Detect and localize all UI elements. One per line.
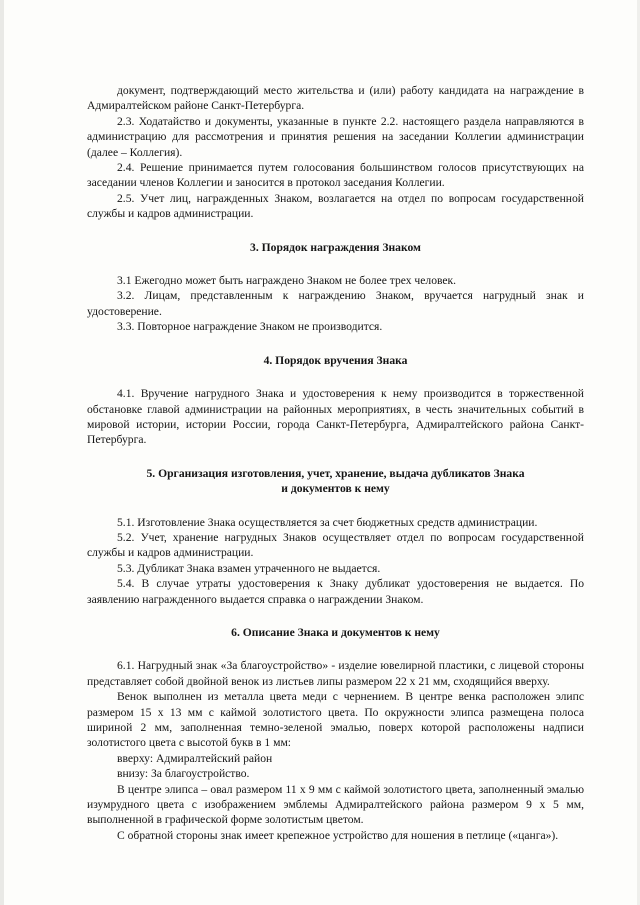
paragraph-5-2: 5.2. Учет, хранение нагрудных Знаков осуществляет отдел по вопросам государственной службы и кадров администрации. [87,530,584,560]
paragraph-6-reverse: С обратной стороны знак имеет крепежное устройство для ношения в петлице («цанга»). [117,828,559,842]
paragraph-3-1: 3.1 Ежегодно может быть награждено Знаком не более трех человек. [117,274,457,288]
inscription-top: вверху: Адмиралтейский район [117,751,273,765]
paragraph-2-5: 2.5. Учет лиц, награжденных Знаком, возлагается на отдел по вопросам государственной службы и кадров администрации. [87,191,584,221]
document-body [87,83,584,843]
paragraph-2-3: 2.3. Ходатайство и документы, указанные в пункте 2.2. настоящего раздела направляются в администрацию для рассмотрения и принятия решения на заседании Коллегии администрации (далее – Коллегия). [87,114,584,159]
paragraph-2-2-continuation: документ, подтверждающий место жительства и (или) работу кандидата на награждение в Адмиралтейском районе Санкт-Петербурга. [87,84,584,113]
paragraph-6-1: 6.1. Нагрудный знак «За благоустройство» - изделие ювелирной пластики, с лицевой стороны представляет собой двойной венок из листьев липы размером 22 х 21 мм, сходящийся вверху. [87,659,584,688]
paragraph-6-oval: В центре элипса – овал размером 11 х 9 мм с каймой золотистого цвета, заполненный эмалью изумрудного цвета с изображением эмблемы Адмиралтейского района размером 9 х 5 мм, выполненной в графической форме золотистым цветом. [87,782,584,827]
paragraph-5-4: 5.4. В случае утраты удостоверения к Знаку дубликат удостоверения не выдается. По заявлению награжденного выдается справка о награждении Знаком. [87,577,584,606]
section-4-heading: 4. Порядок вручения Знака [263,353,408,367]
section-5-heading-line2: и документов к нему [281,482,390,496]
inscription-bottom: внизу: За благоустройство. [117,767,250,781]
paragraph-3-3: 3.3. Повторное награждение Знаком не производится. [117,320,383,334]
paragraph-5-3: 5.3. Дубликат Знака взамен утраченного не выдается. [117,561,381,575]
section-6-heading: 6. Описание Знака и документов к нему [231,625,440,639]
paragraph-6-venok: Венок выполнен из металла цвета меди с чернением. В центре венка расположен элипс размером 15 х 13 мм с каймой золотистого цвета. По окружности элипса размещена полоса шириной 2 мм, заполненная темно-зеленой эмалью, поверх которой расположены надписи золотистого цвета с высотой букв в 1 мм: [87,690,584,750]
paragraph-5-1: 5.1. Изготовление Знака осуществляется за счет бюджетных средств администрации. [117,515,538,529]
paragraph-2-4: 2.4. Решение принимается путем голосования большинством голосов присутствующих на заседании членов Коллегии и заносится в протокол заседания Коллегии. [87,161,584,190]
paragraph-4-1: 4.1. Вручение нагрудного Знака и удостоверения к нему производится в торжественной обстановке главой администрации на районных мероприятиях, в честь значительных событий в мировой истории, истории России, города Санкт-Петербурга, Адмиралтейского района Санкт-Петербурга. [87,387,584,447]
section-3-heading: 3. Порядок награждения Знаком [250,240,421,254]
scan-edge-left [0,0,4,905]
section-5-heading-line1: 5. Организация изготовления, учет, хранение, выдача дубликатов Знака [146,466,525,480]
paragraph-3-2: 3.2. Лицам, представленным к награждению Знаком, вручается нагрудный знак и удостоверение. [87,289,584,318]
